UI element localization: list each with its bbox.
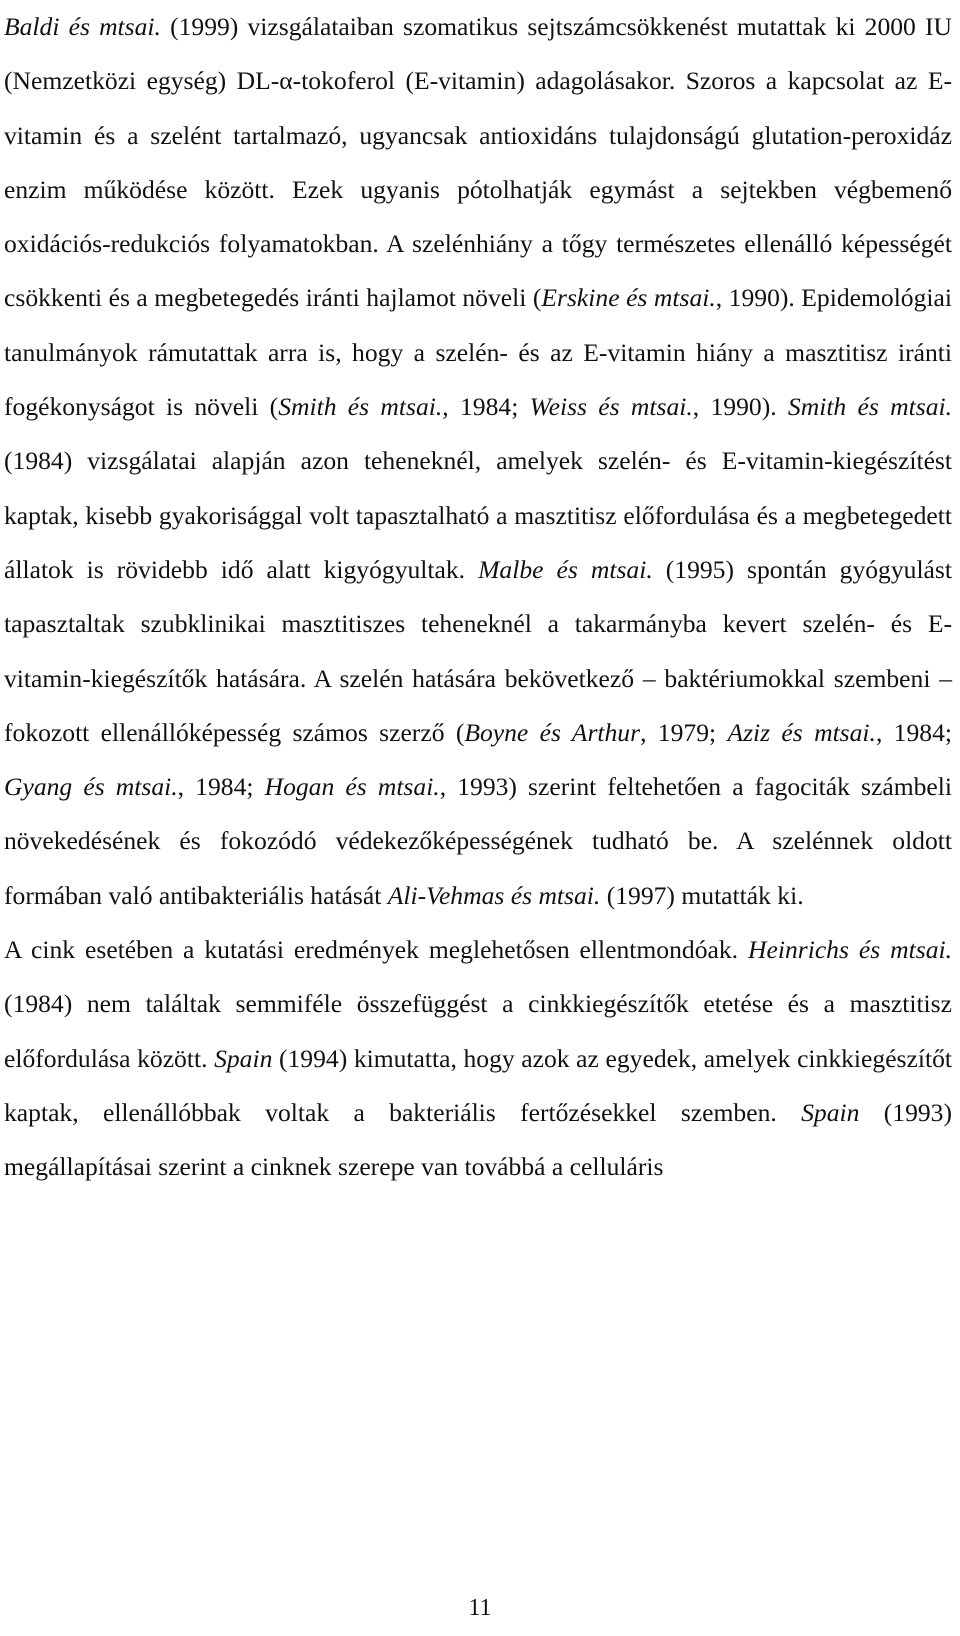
paragraph-text: , 1990). bbox=[692, 392, 788, 422]
page-number: 11 bbox=[468, 1595, 492, 1621]
citation: Smith és mtsai. bbox=[787, 392, 953, 422]
citation: Malbe és mtsai. bbox=[478, 554, 653, 584]
paragraph-text: (1997) mutatták ki. bbox=[600, 880, 804, 910]
paragraph-2 bbox=[4, 923, 952, 1194]
citation: Spain bbox=[801, 1097, 860, 1127]
paragraph-text: , 1984; bbox=[875, 717, 952, 747]
citation: Weiss és mtsai. bbox=[529, 392, 693, 422]
citation: Baldi és mtsai. bbox=[4, 12, 161, 41]
paragraph-text: , 1979; bbox=[640, 717, 728, 747]
citation: Hogan és mtsai. bbox=[264, 772, 440, 802]
paragraph-text: (1994) kimutatta, hogy azok az egyedek, amelyek cinkkiegészítőt kaptak, ellenállóbbak voltak a bakteriális fertőzésekkel szemben. bbox=[4, 1043, 953, 1127]
citation: Ali-Vehmas és mtsai. bbox=[387, 880, 601, 910]
citation: Aziz és mtsai. bbox=[727, 717, 876, 747]
paragraph-1 bbox=[4, 0, 952, 923]
document-body bbox=[4, 0, 952, 1195]
paragraph-text: , 1990). Epidemológiai tanulmányok rámutattak arra is, hogy a szelén- és az E-vitamin hiány a masztitisz iránti fogékonyságot is növeli ( bbox=[4, 283, 952, 422]
paragraph-text: , 1984; bbox=[177, 772, 265, 802]
citation: Smith és mtsai. bbox=[278, 392, 443, 422]
paragraph-text: A cink esetében a kutatási eredmények meglehetősen ellentmondóak. bbox=[4, 935, 748, 965]
citation: Heinrichs és mtsai. bbox=[748, 935, 952, 965]
citation: Spain bbox=[214, 1043, 273, 1073]
paragraph-text: (1984) nem találtak semmiféle összefüggést a cinkkiegészítők etetése és a masztitisz előfordulása között. bbox=[4, 989, 952, 1073]
citation: Gyang és mtsai. bbox=[4, 772, 178, 802]
paragraph-text: (1993) megállapításai szerint a cinknek szerepe van továbbá a celluláris bbox=[4, 1097, 953, 1182]
citation: Erskine és mtsai. bbox=[541, 283, 716, 313]
paragraph-text: (1984) vizsgálatai alapján azon teheneknél, amelyek szelén- és E-vitamin-kiegészítést kaptak, kisebb gyakorisággal volt tapasztalható a masztitisz előfordulása és a megbetegedett állatok is rövidebb idő alatt kigyógyultak. bbox=[4, 446, 952, 584]
paragraph-text: , 1993) szerint feltehetően a fagociták számbeli növekedésének és fokozódó védekezőképességének tudható be. A szelénnek oldott formában való antibakteriális hatását bbox=[4, 772, 952, 910]
paragraph-text: , 1984; bbox=[442, 392, 530, 422]
citation: Boyne és Arthur bbox=[464, 717, 641, 747]
paragraph-text: (1995) spontán gyógyulást tapasztaltak szubklinikai masztitiszes teheneknél a takarmányba kevert szelén- és E-vitamin-kiegészítők hatására. A szelén hatására bekövetkező – baktériumokkal szembeni – fokozott ellenállóképesség számos szerző ( bbox=[4, 554, 952, 747]
paragraph-text: (1999) vizsgálataiban szomatikus sejtszámcsökkenést mutattak ki 2000 IU (Nemzetközi egység) DL-α-tokoferol (E-vitamin) adagolásakor. Szoros a kapcsolat az E-vitamin és a szelént tartalmazó, ugyancsak antioxidáns tulajdonságú glutation-peroxidáz enzim működése között. Ezek ugyanis pótolhatják egymást a sejtekben végbemenő oxidációs-redukciós folyamatokban. A szelénhiány a tőgy természetes ellenálló képességét csökkenti és a megbetegedés iránti hajlamot növeli ( bbox=[4, 12, 952, 313]
